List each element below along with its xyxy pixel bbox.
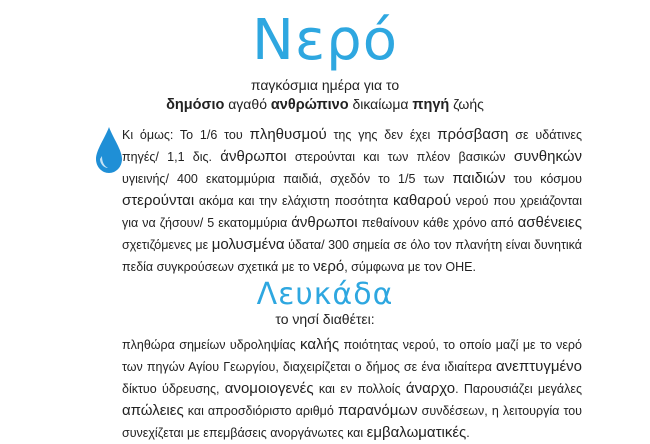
island-paragraph <box>122 334 582 444</box>
text-run: και εν πολλοίς <box>313 382 406 396</box>
text-run: σχετιζόμενες με <box>122 238 212 252</box>
text-run: νερού που χρειάζονται για να ζήσουν/ 5 εκατομμύρια <box>122 194 582 230</box>
tagline-text: αγαθό <box>224 96 271 112</box>
text-run: και απροσδιόριστο αριθμό <box>183 404 338 418</box>
emphasized-word: πληθυσμού <box>249 126 327 143</box>
text-run: της γης δεν έχει <box>326 128 438 142</box>
text-run: . Παρουσιάζει μεγάλες <box>455 382 583 396</box>
text-run: Κι όμως: Το 1/6 του <box>122 128 250 142</box>
emphasized-word: καλής <box>300 336 340 353</box>
intro-paragraph <box>122 124 582 278</box>
emphasized-word: ανομοιογενές <box>224 380 314 397</box>
text-run: ποιότητας νερού, το οποίο μαζί με το νερό των πηγών Αγίου Γεωργίου, διαχειρίζεται ο δήμος σε ένα ιδιαίτερα <box>122 338 582 374</box>
emphasized-word: νερό <box>313 258 345 275</box>
text-run: υγιεινής/ 400 εκατομμύρια παιδιά, σχεδόν το 1/5 των <box>122 172 453 186</box>
section-subtitle: το νησί διαθέτει: <box>275 311 375 327</box>
emphasized-word: άνθρωποι <box>291 214 358 231</box>
emphasized-word: άνθρωποι <box>220 148 287 165</box>
page-tagline <box>0 94 650 115</box>
emphasized-word: στερούνται <box>122 192 195 209</box>
page-title: Νερό <box>252 8 398 73</box>
tagline-keyword: δημόσιο <box>166 97 225 113</box>
text-run: ακόμα και την ελάχιστη ποσότητα <box>194 194 393 208</box>
tagline-keyword: πηγή <box>412 97 450 113</box>
emphasized-word: ανεπτυγμένο <box>495 358 582 375</box>
emphasized-word: παρανόμων <box>337 402 418 419</box>
water-drop-icon <box>94 126 124 174</box>
emphasized-word: εμβαλωματικές <box>366 424 467 441</box>
emphasized-word: μολυσμένα <box>211 236 285 253</box>
text-run: του κόσμου <box>505 172 582 186</box>
tagline-text: ζωής <box>449 96 484 112</box>
text-run: συνδέσεων, η λειτουργία του συνεχίζεται με επεμβάσεις ανοργάνωτες και <box>122 404 582 440</box>
emphasized-word: άναρχο <box>405 380 456 397</box>
section-title: Λευκάδα <box>256 277 394 312</box>
text-run: στερούνται και των πλέον βασικών <box>286 150 514 164</box>
text-run: , σύμφωνα με τον ΟΗΕ. <box>344 260 476 274</box>
emphasized-word: καθαρού <box>392 192 452 209</box>
text-run: πληθώρα σημείων υδροληψίας <box>122 338 301 352</box>
text-run: σε υδάτινες πηγές/ 1,1 δις. <box>122 128 582 164</box>
emphasized-word: πρόσβαση <box>437 126 509 143</box>
tagline-text: δικαίωμα <box>348 96 413 112</box>
text-run: πεθαίνουν κάθε χρόνο από <box>357 216 518 230</box>
tagline-keyword: ανθρώπινο <box>270 97 349 113</box>
page-subtitle: παγκόσμια ημέρα για το <box>250 77 400 93</box>
text-run: . <box>466 426 470 440</box>
text-run: ύδατα/ 300 σημεία σε όλο τον πλανήτη είναι δυνητικά πεδία συγκρούσεων σχετικά με το <box>122 238 582 274</box>
emphasized-word: απώλειες <box>122 402 184 419</box>
emphasized-word: ασθένειες <box>517 214 582 231</box>
text-run: δίκτυο ύδρευσης, <box>122 382 225 396</box>
emphasized-word: συνθηκών <box>513 148 582 165</box>
emphasized-word: παιδιών <box>452 170 506 187</box>
